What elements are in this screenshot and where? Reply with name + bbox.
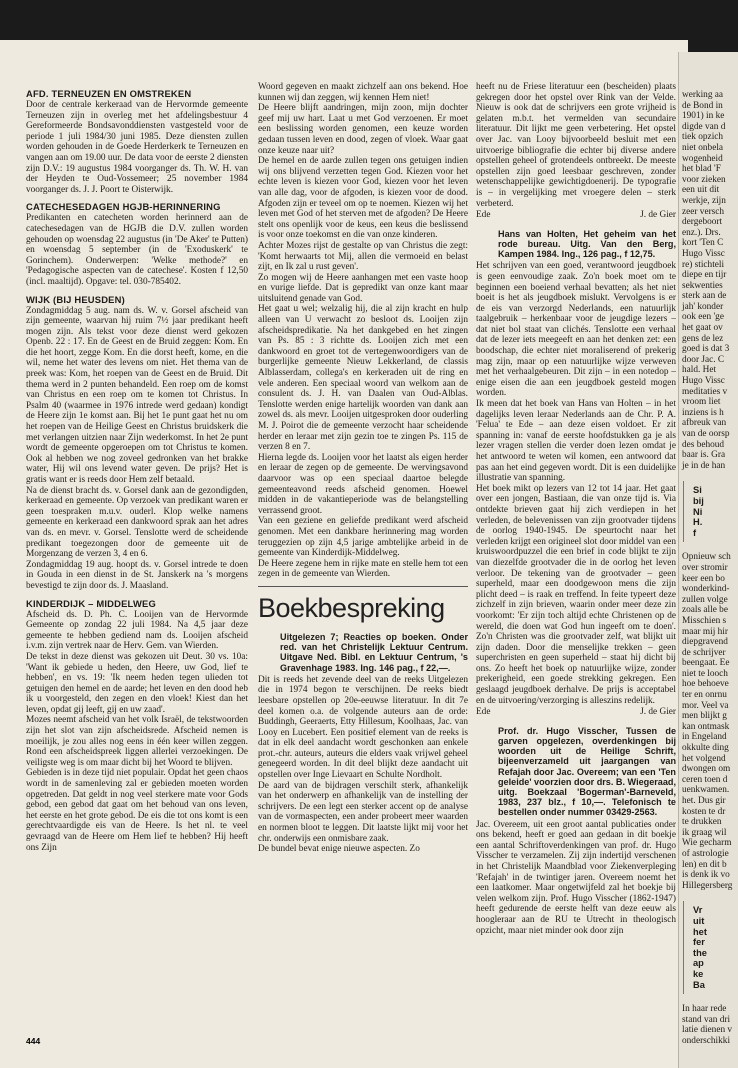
- next-page-line: Hugo Vissc: [682, 248, 725, 259]
- book3-heading: Prof. dr. Hugo Visscher, Tussen de garven opgelezen, overdenkingen bij woorden uit de Heilige Schrift, bijeenverzameld uit jaargangen van Refajah door Jac. Overeem; van een 'Ten geleide' voorzien door drs. B. Wiegeraad, uitg. Boekzaal 'Bogerman'-Barneveld, 1983, 237 blz., f 10,—. Telefonisch te bestellen onder nummer 03429-2563.: [498, 725, 676, 818]
- next-page-line: zeer versch: [682, 206, 725, 217]
- signature-2-place: Ede: [476, 707, 491, 718]
- next-page-line: te drukken: [682, 817, 722, 828]
- next-page-line: digde van d: [682, 121, 726, 132]
- signature-1-place: Ede: [476, 210, 491, 221]
- next-page-line: de schrijver: [682, 647, 726, 658]
- next-page-line: zullen volge: [682, 594, 728, 605]
- book2-para-3: Het boek mikt op lezers van 12 tot 14 jaar. Het gaat over een jongen, Bastiaan, die van onze tijd is. Via ontdekte brieven gaat hij zich verdiepen in het verleden, de belevenissen van zijn grootvader tijdens de oorlog 1940-1945. De speurtocht naar het verleden krijgt een origineel slot door middel van een kruiswoordpuzzel die een brief in code blijkt te zijn van diezelfde grootvader die in de oorlog het leven verloor. De tekening van de grootvader – geen superheld, maar een doodgewoon mens die zijn plicht deed – is raak en treffend. In feite typeert deze zichzelf in zijn brieven, waarin onder meer deze zin voorkomt: 'Er zijn toch altijd echte Christenen op de wereld, die doen wat God hun ingeeft om te doen'. Zo'n Christen was die grootvader zelf, wat blijkt uit zijn daden. Door die menselijke trekken – geen superchristen en geen superheld – staat hij dicht bij ons. Zo heeft het boek op natuurlijke wijze, zonder prekerigheid, een goede strekking gekregen. Een geslaagd jeugdboek derhalve. De prijs is acceptabel en de uitvoering/verzorging is alleszins redelijk.: [476, 483, 676, 706]
- next-page-line: f: [693, 527, 697, 538]
- next-page-line: In haar rede: [682, 1004, 727, 1015]
- next-page-line: Opnieuw sch: [682, 552, 731, 563]
- next-page-line: de Bond in: [682, 100, 723, 111]
- next-page-line: tiek opzich: [682, 132, 724, 143]
- next-page-line: stand van dri: [682, 1014, 731, 1025]
- next-page-line: of astrologie: [682, 848, 729, 859]
- next-page-line: uenkwamen.: [682, 785, 730, 796]
- next-page-line: bij: [693, 495, 704, 506]
- next-page-line: men blijkt g: [682, 711, 727, 722]
- next-page-line: diepgravend: [682, 637, 728, 648]
- next-page-line: sterk aan de: [682, 291, 727, 302]
- next-page-line: meditaties v: [682, 386, 728, 397]
- next-page-line: Vr: [693, 905, 703, 916]
- next-page-line: H.: [693, 517, 703, 528]
- para-catechesedagen: Predikanten en catecheten worden herinnerd aan de catechesedagen van de HGJB die D.V. zullen worden gehouden op woensdag 22 augustus (in 'De Aker' te Putten) en woensdag 5 september (in de 'Exoduskerk' te Gorinchem). Onderwerpen: 'Welke methode?' en 'Pedagogische aspecten van de catechese'. Kosten f 12,50 (incl. maaltijd). Opgave: tel. 030-785402.: [26, 213, 248, 287]
- mid-para-9: De Heere zegene hem in rijke mate en stelle hem tot een zegen in de gemeente van Wierden.: [258, 558, 468, 580]
- heading-wijk: WIJK (BIJ HEUSDEN): [26, 293, 125, 305]
- next-page-line: ke: [693, 968, 704, 979]
- next-page-line: sekwenties: [682, 280, 723, 291]
- mid-para-5: Zo mogen wij de Heere aanhangen met een vaste hoop en vurige liefde. Dat is gepredikt van onze kant maar uitsluitend genade van God.: [258, 272, 468, 304]
- mid-para-8: Van een geziene en geliefde predikant werd afscheid genomen. Met een dankbare herinnering mag worden teruggezien op zijn 4,5 jarige ambtelijke arbeid in de gemeente van Kinderdijk-Middelweg.: [258, 516, 468, 559]
- signature-2: [476, 707, 676, 718]
- next-page-line: Ba: [693, 979, 705, 990]
- next-page-line: fer: [693, 937, 705, 948]
- page-number: 444: [26, 1036, 41, 1046]
- book3-para-1: Jac. Overeem, uit een groot aantal publicaties onder ons bekend, heeft er goed aan gedaan in dit boekje een aantal Schriftoverdenkingen van prof. dr. Hugo Visscher te verzamelen. Zij zijn indertijd verschenen in het Christelijk Maandblad voor Ziekenverpleging 'Refajah' in de twintiger jaren. Overeem noemt het een laatkomer. Maar ongetwijfeld zal het boekje bij velen welkom zijn. Prof. Hugo Visscher (1862-1947) heeft gedurende de eerste helft van deze eeuw als hoogleraar aan de RU te Utrecht in theologisch opzicht, maar niet minder ook door zijn: [476, 819, 676, 936]
- book2-para-1: Het schrijven van een goed, verantwoord jeugdboek is geen eenvoudige zaak. Zo'n boek moet om te beginnen een boeiend verhaal bevatten; als het niet boeit is het als jeugdboek mislukt. Vervolgens is er de eis van verzorgd Nederlands, een natuurlijk taalgebruik – herkenbaar voor de jeugdige lezers – dat niet bol staat van clichés. Tenslotte een verhaal dat de lezer iets meegeeft en aan het denken zet: een boodschap, die echter niet moraliserend of prekerig mag zijn, maar op een natuurlijke wijze verweven met het verhaalgebeuren. Dit zijn – in een notedop – enige eisen die aan een jeugdboek gesteld mogen worden.: [476, 261, 676, 399]
- next-page-line: wogenheid: [682, 153, 723, 164]
- mid-para-6: Het gaat u wel; welzalig hij, die al zijn kracht en hulp alleen van U verwacht zo besloot ds. Looijen zijn afscheidspredikatie. Na het dankgebed en het zingen van Ps. 85 : 3 richtte ds. Looijen zich met een dankwoord en groet tot de vertegenwoordigers van de burgerlijke gemeente Nieuw Lekkerland, de classis Alblasserdam, collega's en kerkeraden uit de ring en vele anderen. Een speciaal woord van welkom aan de consulent ds. J. H. van Daalen van Oud-Alblas. Tenslotte werden enige hartelijk woorden van dank aan zowel ds. als mevr. Looijen uitgesproken door ouderling M. J. Poirot die de gemeente verzocht haar scheidende herder en leraar met zijn gezin toe te zingen Ps. 115 de verzen 8 en 7.: [258, 304, 468, 453]
- next-page-line: ik graag wil: [682, 827, 727, 838]
- book2-heading: Hans van Holten, Het geheim van het rode bureau. Uitg. Van den Berg, Kampen 1984. Ing., 126 pag., f 12,75.: [498, 228, 676, 260]
- next-page-line: latie dienen v: [682, 1025, 733, 1036]
- para-terneuzen: Door de centrale kerkeraad van de Hervormde gemeente Terneuzen zijn in overleg met het afdelingsbestuur 4 Gereformeerde Bondsavonddiensten vastgesteld voor de periode 1 juli 1984/30 juni 1985. Deze diensten zullen worden gehouden in de Goede Herderkerk te Terneuzen en vangen aan om 19.00 uur. De data voor de eerste 2 diensten zijn D.V.: 19 augustus 1984 voorganger ds. Th. W. H. van der Heyden te Oud-Vossemeer; 25 november 1984 voorganger ds. J. J. Poort te Oisterwijk.: [26, 100, 248, 195]
- next-page-line: dwongen om: [682, 764, 731, 775]
- next-page-line: het. Dus gir: [682, 796, 726, 806]
- signature-1-name: J. de Gier: [640, 210, 676, 221]
- next-page-line: niet onbela: [682, 142, 724, 153]
- middle-column: [258, 82, 468, 1044]
- next-page-line: enz.). Drs.: [682, 227, 721, 238]
- next-page-line: ook een 'ge: [682, 312, 724, 323]
- next-page-line: hoe behoeve: [682, 679, 729, 690]
- next-page-line: beengaat. Ee: [682, 658, 730, 669]
- next-page-line: inziens is h: [682, 407, 724, 418]
- para-wijk-3: Zondagmiddag 19 aug. hoopt ds. v. Gorsel intrede te doen in Gouda in een dienst in de St. Janskerk na 's morgens bevestigd te zijn door ds. J. Maasland.: [26, 559, 248, 591]
- next-page-line: ceren toen d: [682, 774, 728, 785]
- next-page-line: over stromir: [682, 562, 728, 573]
- magazine-page: [0, 40, 688, 1068]
- next-page-line: okkulte ding: [682, 743, 729, 754]
- mid-para-3: De hemel en de aarde zullen tegen ons getuigen indien wij ons blijvend verzetten tegen God. Kiezen voor het echte leven is kiezen voor God, kiezen voor het leven van alle dag, voor de afgoden, is kiezen voor de dood. Afgoden zijn er teveel om op te noemen. Kiezen wij het leven met God of het sterven met de afgoden? De Heere stelt ons openlijk voor de keus, een keus die beslissend is voor onze toekomst en die van onze kinderen.: [258, 156, 468, 241]
- next-page-line: wonderkind-: [682, 584, 730, 595]
- next-page-line: Hillegersberg: [682, 880, 733, 891]
- heading-terneuzen: AFD. TERNEUZEN EN OMSTREKEN: [26, 88, 192, 99]
- section-title: Boekbespreking: [258, 592, 445, 623]
- next-page-book-heading-2: [683, 901, 738, 994]
- signature-2-name: J. de Gier: [640, 707, 676, 718]
- next-page-line: het volgend: [682, 753, 726, 764]
- next-page-line: the: [693, 947, 707, 958]
- mid-para-7: Hierna legde ds. Looijen voor het laatst als eigen herder en leraar de zegen op de gemeente. De wervingsavond daarvoor was op een speciaal daartoe belegde gemeenteavond reeds afscheid genomen. Hoewel midden in de vakantieperiode was de belangstelling verrassend groot.: [258, 452, 468, 516]
- para-wijk-1: Zondagmiddag 5 aug. nam ds. W. v. Gorsel afscheid van zijn gemeente, waarvan hij ruim 7½ jaar predikant heeft mogen zijn. Als tekst voor deze dienst werd gekozen Openb. 22 : 17. En de Geest en de Bruid zeggen: Kom. En die het hoort, zegge Kom. En die dorst heeft, kome, en die wil, neme het water des levens om niet. Het thema van de preek was: Kom, het roepen van de Geest en de Bruid. Dit thema werd in 2 punten behandeld. Een roep om de komst van Christus en een roep om te komen tot Christus. In Psalm 40 (waarmee in 1976 intrede werd gedaan) kondigt de Heere zijn 1e komst aan. Bij het 1e punt gaat het nu om het roepen van de Heilige Geest en Christus bruidskerk die met verlangen uitzien naar Zijn wederkomst. In het 2e punt wordt de gemeente opgeroepen om tot Christus te komen. Ook al hebben we nog zoveel gedronken van het brakke water, Hij wil ons levend water geven. De prijs? Het is gratis want er is reeds door Hem zelf betaald.: [26, 305, 248, 485]
- next-page-line: voor zieken: [682, 174, 726, 185]
- next-page-line: je in de han: [682, 460, 726, 471]
- next-page-line: mor. Veel va: [682, 700, 729, 711]
- para-kinderdijk-4: Gebieden is in deze tijd niet populair. Opdat het geen chaos wordt in de samenleving zal er gebieden moeten worden opgetreden. Dat geldt in nog veel sterkere mate voor Gods gebod, een gebod dat gaat om het behoud van ons leven, het eerste en het grote gebod. De eis die tot ons komt is een gerechtvaardigde eis van de Heere. Is het nl. te veel gevraagd van de Heere om Hem lief te hebben? Hij heeft ons Zijn: [26, 768, 248, 853]
- next-page-line: jah' konder: [682, 301, 724, 312]
- heading-kinderdijk: KINDERDIJK – MIDDELWEG: [26, 597, 156, 609]
- next-page-line: vroom liet: [682, 397, 721, 408]
- next-page-line: het blad 'F: [682, 164, 721, 175]
- book1-para-3: De bundel bevat enige nieuwe aspecten. Zo: [258, 844, 420, 855]
- next-page-line: len) en dit b: [682, 859, 727, 870]
- next-page-line: Wie gecharm: [682, 838, 732, 849]
- next-page-line: Hugo Vissc: [682, 376, 725, 387]
- section-divider: [258, 586, 468, 587]
- next-page-line: werking aa: [682, 90, 724, 100]
- book2-para-2: Ik meen dat het boek van Hans van Holten – in het dagelijks leven leraar Nederlands aan de Chr. P. A. 'Felua' te Ede – aan deze eisen voldoet. Er zit spanning in: vanaf de eerste hoofdstukken ga je als lezer vragen stellen die verder doen lezen omdat je het antwoord te weten wil komen, een antwoord dat pas aan het eind gegeven wordt. Dit is een duidelijke illustratie van spanning.: [476, 399, 676, 484]
- next-page-line: des behoud: [682, 439, 725, 450]
- next-page-line: zoals alle be: [682, 605, 728, 616]
- next-page-line: maar mij hir: [682, 626, 728, 637]
- next-page-top-text: [679, 90, 738, 471]
- next-page-line: goed is dat 3: [682, 344, 730, 355]
- next-page-line: van de oorsp: [682, 429, 730, 439]
- next-page-line: 1901) in ke: [682, 111, 725, 122]
- next-page-line: onderschikki: [682, 1035, 731, 1046]
- mid-para-1: Woord gegeven en maakt zichzelf aan ons bekend. Hoe kunnen wij dan zeggen, wij kennen Hem niet!: [258, 82, 468, 103]
- para-kinderdijk-1: Afscheid ds. D. Ph. C. Looijen van de Hervormde Gemeente op zondag 22 juli 1984. Na 4,5 jaar deze gemeente te hebben gediend nam ds. Looijen afscheid i.v.m. zijn vertrek naar de Herv. Gem. van Wierden.: [26, 609, 248, 652]
- mid-para-4: Achter Mozes rijst de gestalte op van Christus die zegt: 'Komt herwaarts tot Mij, allen die vermoeid en belast zijt, en Ik zal u rust geven'.: [258, 240, 468, 273]
- next-page-line: werkje, zijn: [682, 195, 726, 206]
- para-kinderdijk-3: Mozes neemt afscheid van het volk Israël, de tekstwoorden zijn het slot van zijn afscheidsrede. Afscheid nemen is moeilijk, je zou alles nog eens in één keer willen zeggen. Rond een afscheidspreek liggen allerlei verzoekingen. De veiligste weg is om maar dicht bij het Woord te blijven.: [26, 715, 248, 768]
- next-page-line: kan ontmask: [682, 721, 730, 732]
- heading-catechesedagen: CATECHESEDAGEN HGJB-HERINNERING: [26, 201, 221, 213]
- next-page-line: Misschien s: [682, 615, 727, 626]
- book1-heading: Uitgelezen 7; Reacties op boeken. Onder red. van het Christelijk Lektuur Centrum. Uitgave Ned. Bibl. en Lektuur Centrum, 's Gravenhage 1983. Ing. 146 pag., f 22,—.: [280, 631, 468, 673]
- book1-para-1: Dit is reeds het zevende deel van de reeks Uitgelezen die in 1974 begon te verschijnen. De reeks biedt leesbare opstellen op 20e-eeuwse literatuur. In dit 7e deel komen o.a. de volgende auteurs aan de orde: Buddingh, Geeraerts, Etty Hillesum, Koolhaas, Jac. van Looy en Lucebert. Een positief element van de reeks is dat in elk deel aandacht wordt geschonken aan enkele prot.-chr. auteurs, auteurs die elders vaak vrijwel geheel genegeerd worden. In dit deel blijkt deze aandacht uit opstellen over Inge Lievaart en Schulte Nordholt.: [258, 674, 468, 781]
- next-page-line: gens de lez: [682, 333, 724, 344]
- next-page-line: keer een bo: [682, 573, 725, 584]
- para-wijk-2: Na de dienst bracht ds. v. Gorsel dank aan de gezondigden, kerkeraad en gemeente. Op verzoek van predikant waren er geen toespraken m.u.v. ouderl. Klop welke namens gemeente en kerkeraad een dankwoord sprak aan het adres van ds. en mevr. v. Gorsel. Tenslotte werd de scheidende predikant toegezongen door de gemeente uit de Morgenzang de verzen 3, 4 en 6.: [26, 485, 248, 560]
- next-page-line: afbreuk van: [682, 418, 727, 429]
- next-page-end-text: [679, 1004, 738, 1046]
- next-page-line: re) stichteli: [682, 259, 725, 270]
- next-page-line: het gaat ov: [682, 323, 723, 334]
- next-page-line: kort 'Ten C: [682, 238, 724, 249]
- next-page-bottom-text: [679, 552, 738, 891]
- next-page-line: is denk ik vo: [682, 870, 730, 881]
- next-page-line: dergeboort: [682, 217, 723, 228]
- next-page-line: Ni: [693, 506, 703, 517]
- next-page-line: niet te looch: [682, 668, 728, 679]
- next-page-line: kosten te dr: [682, 806, 726, 817]
- next-page-line: Si: [693, 485, 702, 496]
- next-page-line: ap: [693, 958, 704, 969]
- left-column: [26, 82, 248, 1044]
- next-page-line: uit: [693, 915, 705, 926]
- signature-1: [476, 210, 676, 221]
- next-page-line: in Engeland: [682, 732, 727, 743]
- mid-para-2: De Heere blijft aandringen, mijn zoon, mijn dochter geef mij uw hart. Laat u met God verzoenen. Er moet een beslissing worden genomen, een keuze worden gedaan tussen leven en dood, zegen of vloek. Waar gaat onze keuze naar uit?: [258, 103, 468, 156]
- next-page-line: diepe en tijr: [682, 270, 727, 281]
- next-page-line: het: [693, 926, 707, 937]
- next-page-line: door Jac. C: [682, 354, 725, 365]
- right-column: [476, 82, 676, 1044]
- next-page-line: baar is. Gra: [682, 450, 726, 461]
- book1-para-2: De aard van de bijdragen verschilt sterk, afhankelijk van het onderwerp en afhankelijk van de instelling der schrijvers. De een legt een sterker accent op de analyse van de vormaspecten, een ander probeert meer waarden en normen bloot te leggen. Dit laatste lijkt mij voor het chr. onderwijs een onmisbare zaak.: [258, 780, 468, 844]
- next-page-edge: [678, 52, 738, 1068]
- next-page-line: een uit dit: [682, 185, 720, 196]
- right-para-1: heeft nu de Friese literatuur een (bescheiden) plaats gekregen door het opstel over Rink van der Velde. Nieuw is ook dat de schrijvers een grote vrijheid is gelaten m.b.t. het vermelden van secundaire literatuur. Dit lijkt me geen verbetering. Het opstel over Jac. van Looy bijvoorbeeld besluit met een uitvoerige bibliografie die echter bij diverse andere opstellen geheel of grotendeels ontbreekt. De meeste opstellen zijn goed leesbaar geschreven, zonder wetenschappelijke gewichtigdoenerij. De typografie is – in vergelijking met vroegere delen – sterk verbeterd.: [476, 82, 676, 209]
- para-kinderdijk-2: De tekst in deze dienst was gekozen uit Deut. 30 vs. 10a: 'Want ik gebiede u heden, den Heere, uw God, lief te hebben', en vs. 19: 'Ik neem heden tegen ulieden tot getuigen den hemel en de aarde; het leven en den dood heb ik u voorgesteld, den zegen en den vloek! Kiest dan het leven, opdat gij leeft, gij en uw zaad'.: [26, 651, 248, 715]
- next-page-book-heading-1: [683, 481, 738, 542]
- next-page-line: ter en onrnu: [682, 690, 727, 701]
- next-page-line: hald. Het: [682, 365, 717, 376]
